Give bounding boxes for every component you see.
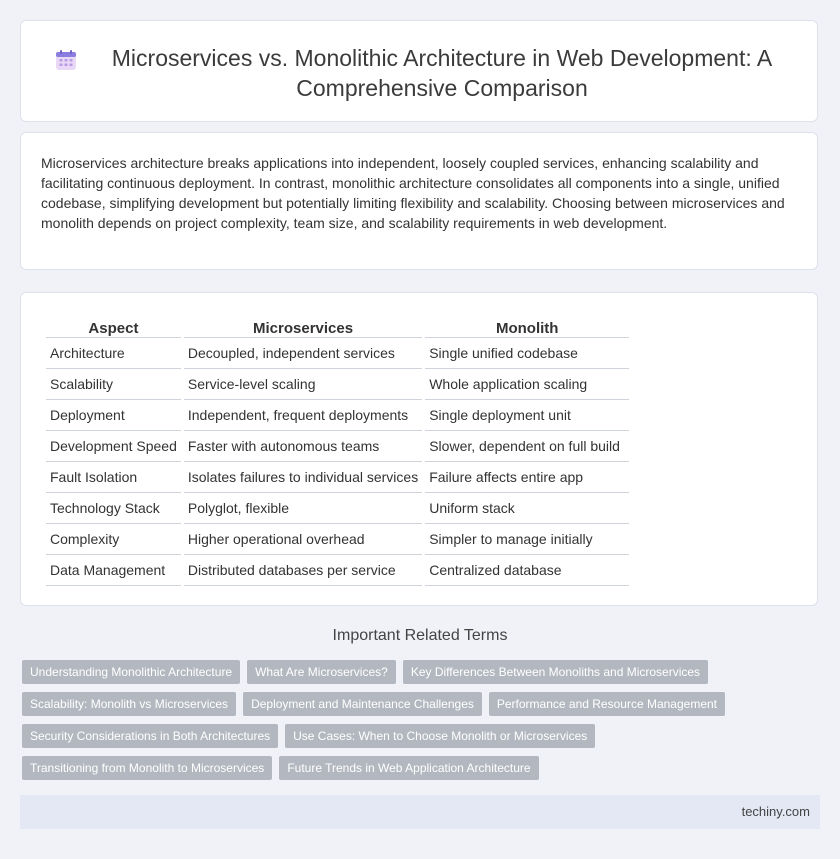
table-cell: Fault Isolation xyxy=(46,462,181,493)
related-term-tag[interactable]: Performance and Resource Management xyxy=(489,692,725,716)
column-header-monolith: Monolith xyxy=(425,315,629,338)
table-cell: Scalability xyxy=(46,369,181,400)
related-term-tag[interactable]: Key Differences Between Monoliths and Microservices xyxy=(403,660,708,684)
footer-brand[interactable]: techiny.com xyxy=(741,804,810,819)
calendar-icon xyxy=(54,48,78,72)
comparison-table xyxy=(43,315,632,586)
related-term-tag[interactable]: What Are Microservices? xyxy=(247,660,396,684)
table-cell: Isolates failures to individual services xyxy=(184,462,422,493)
table-cell: Service-level scaling xyxy=(184,369,422,400)
tag-row xyxy=(22,724,812,748)
table-row xyxy=(46,400,629,431)
table-cell: Simpler to manage initially xyxy=(425,524,629,555)
related-term-tag[interactable]: Understanding Monolithic Architecture xyxy=(22,660,240,684)
tag-row xyxy=(22,692,812,716)
table-cell: Deployment xyxy=(46,400,181,431)
related-term-tag[interactable]: Use Cases: When to Choose Monolith or Microservices xyxy=(285,724,595,748)
related-term-tag[interactable]: Future Trends in Web Application Architecture xyxy=(279,756,538,780)
table-row xyxy=(46,493,629,524)
related-term-tag[interactable]: Scalability: Monolith vs Microservices xyxy=(22,692,236,716)
table-cell: Data Management xyxy=(46,555,181,586)
column-header-microservices: Microservices xyxy=(184,315,422,338)
intro-paragraph: Microservices architecture breaks applications into independent, loosely coupled services, enhancing scalability and facilitating continuous deployment. In contrast, monolithic architecture consolidates all components into a single, unified codebase, simplifying development but potentially limiting flexibility and scalability. Choosing between microservices and monolith depends on project complexity, team size, and scalability requirements in web development. xyxy=(41,155,785,231)
tag-row xyxy=(22,660,812,684)
table-cell: Failure affects entire app xyxy=(425,462,629,493)
table-cell: Slower, dependent on full build xyxy=(425,431,629,462)
table-row xyxy=(46,431,629,462)
table-row xyxy=(46,338,629,369)
table-cell: Polyglot, flexible xyxy=(184,493,422,524)
table-cell: Whole application scaling xyxy=(425,369,629,400)
related-term-tag[interactable]: Transitioning from Monolith to Microservices xyxy=(22,756,272,780)
footer xyxy=(20,795,820,829)
table-cell: Faster with autonomous teams xyxy=(184,431,422,462)
table-cell: Architecture xyxy=(46,338,181,369)
table-cell: Uniform stack xyxy=(425,493,629,524)
related-term-tag[interactable]: Security Considerations in Both Architectures xyxy=(22,724,278,748)
table-cell: Independent, frequent deployments xyxy=(184,400,422,431)
table-row xyxy=(46,524,629,555)
table-cell: Complexity xyxy=(46,524,181,555)
table-row xyxy=(46,369,629,400)
tag-row xyxy=(22,756,812,780)
table-header-row xyxy=(46,315,629,338)
related-terms-list xyxy=(22,660,812,788)
table-row xyxy=(46,462,629,493)
table-cell: Single deployment unit xyxy=(425,400,629,431)
page-title: Microservices vs. Monolithic Architecture in Web Development: A Comprehensive Comparison xyxy=(111,45,773,101)
column-header-aspect: Aspect xyxy=(46,315,181,338)
table-cell: Single unified codebase xyxy=(425,338,629,369)
table-cell: Centralized database xyxy=(425,555,629,586)
intro-card xyxy=(20,132,818,270)
comparison-card xyxy=(20,292,818,606)
table-cell: Higher operational overhead xyxy=(184,524,422,555)
table-cell: Development Speed xyxy=(46,431,181,462)
related-term-tag[interactable]: Deployment and Maintenance Challenges xyxy=(243,692,482,716)
table-cell: Decoupled, independent services xyxy=(184,338,422,369)
title-card xyxy=(20,20,818,122)
related-terms-heading: Important Related Terms xyxy=(332,627,508,644)
table-cell: Technology Stack xyxy=(46,493,181,524)
table-cell: Distributed databases per service xyxy=(184,555,422,586)
table-row xyxy=(46,555,629,586)
